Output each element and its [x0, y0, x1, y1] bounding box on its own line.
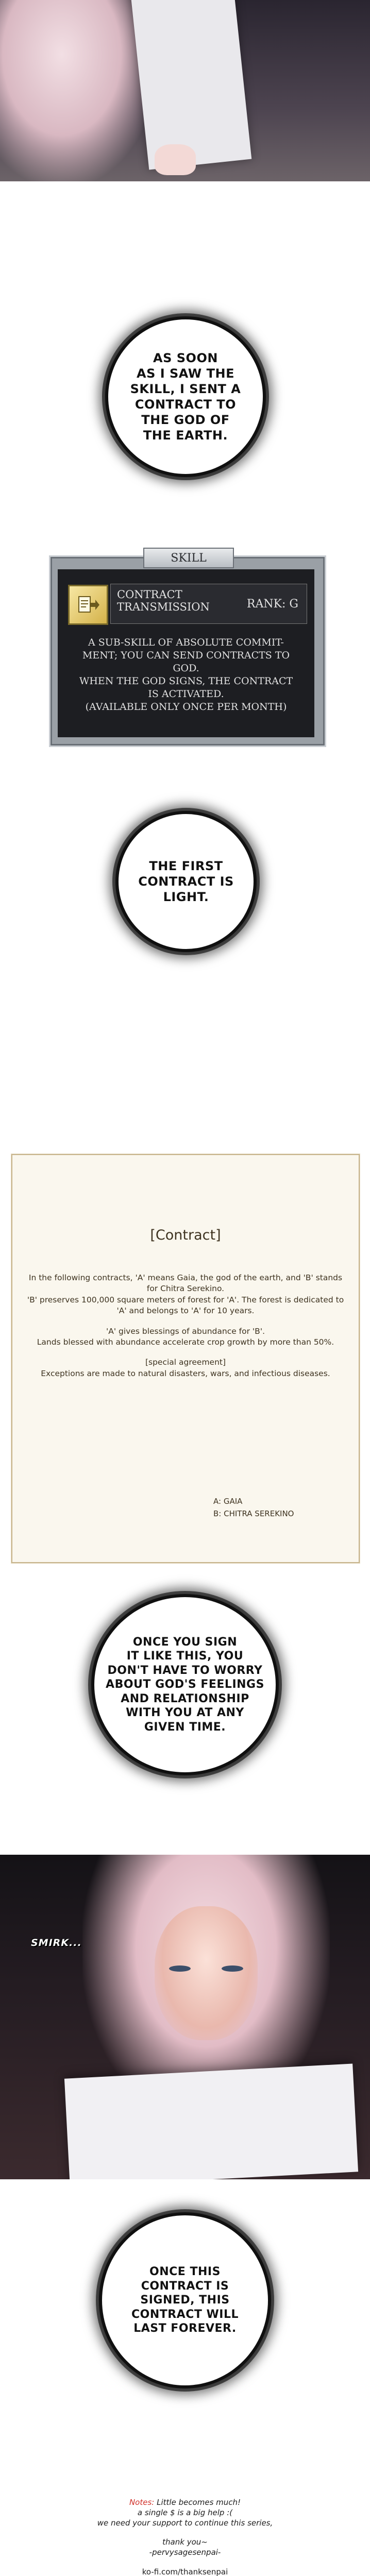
- skill-name: CONTRACT TRANSMISSION: [117, 588, 210, 614]
- speech-bubble-text: THE FIRST CONTRACT IS LIGHT.: [138, 859, 234, 904]
- contract-paragraph: 'A' gives blessings of abundance for 'B'. Lands blessed with abundance accelerate crop growth by more than 50%.: [37, 1326, 334, 1347]
- contract-paper: [64, 2063, 358, 2179]
- skill-window-body: [58, 569, 314, 737]
- contract-document: [11, 1154, 360, 1563]
- skill-rank: RANK: G: [246, 598, 298, 611]
- notes-line: we need your support to continue this series,: [97, 2518, 273, 2528]
- notes-label: Notes:: [129, 2498, 155, 2507]
- skill-title-box: [110, 584, 307, 624]
- character-eye-left: [169, 1965, 191, 1972]
- signatory-b: B: CHITRA SEREKINO: [213, 1509, 294, 1518]
- contract-signatories: [213, 1495, 294, 1520]
- character-hand: [155, 144, 196, 175]
- skill-window: [49, 551, 326, 747]
- skill-description: [68, 636, 304, 714]
- contract-paragraph: [special agreement] Exceptions are made to natural disasters, wars, and infectious diseases.: [41, 1358, 330, 1378]
- manga-panel-top: [0, 0, 370, 181]
- contract-paper: [130, 0, 252, 170]
- speech-bubble-text: ONCE YOU SIGN IT LIKE THIS, YOU DON'T HAVE TO WORRY ABOUT GOD'S FEELINGS AND RELATIONSHIP WITH YOU AT ANY GIVEN TIME.: [106, 1635, 264, 1734]
- character-eye-right: [222, 1965, 243, 1972]
- speech-bubble-3: [94, 1597, 276, 1772]
- contract-transfer-icon: [68, 585, 108, 625]
- sound-effect-smirk: SMIRK...: [31, 1937, 82, 1948]
- notes-line: Little becomes much!: [154, 2498, 241, 2507]
- notes-line: a single $ is a big help :(: [137, 2507, 233, 2517]
- skill-description-line: GOD.: [173, 663, 199, 674]
- skill-description-line: A SUB-SKILL OF ABSOLUTE COMMIT-: [88, 637, 284, 648]
- speech-bubble-text: AS SOON AS I SAW THE SKILL, I SENT A CONTRACT TO THE GOD OF THE EARTH.: [130, 351, 241, 443]
- speech-bubble-1: [108, 319, 263, 474]
- support-link-kofi[interactable]: ko-fi.com/thanksenpai: [142, 2567, 228, 2576]
- skill-description-line: WHEN THE GOD SIGNS, THE CONTRACT: [79, 675, 293, 687]
- contract-title: [Contract]: [150, 1227, 221, 1243]
- notes-credit: -pervysagesenpai-: [149, 2548, 221, 2557]
- character-face: [155, 1906, 258, 2040]
- contract-body: [26, 1273, 345, 1388]
- notes-thanks: thank you~: [162, 2537, 208, 2547]
- contract-paragraph: In the following contracts, 'A' means Gaia, the god of the earth, and 'B' stands for Chitra Serekino. 'B' preserves 100,000 square meters of forest for 'A'. The forest is dedicated to 'A' and belongs to 'A' for 10 years.: [27, 1273, 344, 1316]
- manga-panel-smirk: [0, 1855, 370, 2179]
- character-hair: [0, 0, 155, 181]
- signatory-a: A: GAIA: [213, 1497, 243, 1506]
- skill-window-header: SKILL: [143, 548, 234, 568]
- skill-description-line: MENT; YOU CAN SEND CONTRACTS TO: [82, 650, 290, 662]
- translator-notes: [0, 2498, 370, 2576]
- skill-description-line: IS ACTIVATED.: [148, 688, 224, 700]
- speech-bubble-2: [119, 814, 254, 949]
- speech-bubble-text: ONCE THIS CONTRACT IS SIGNED, THIS CONTRACT WILL LAST FOREVER.: [131, 2265, 239, 2335]
- skill-description-line: (AVAILABLE ONLY ONCE PER MONTH): [85, 701, 287, 713]
- speech-bubble-4: [102, 2215, 268, 2385]
